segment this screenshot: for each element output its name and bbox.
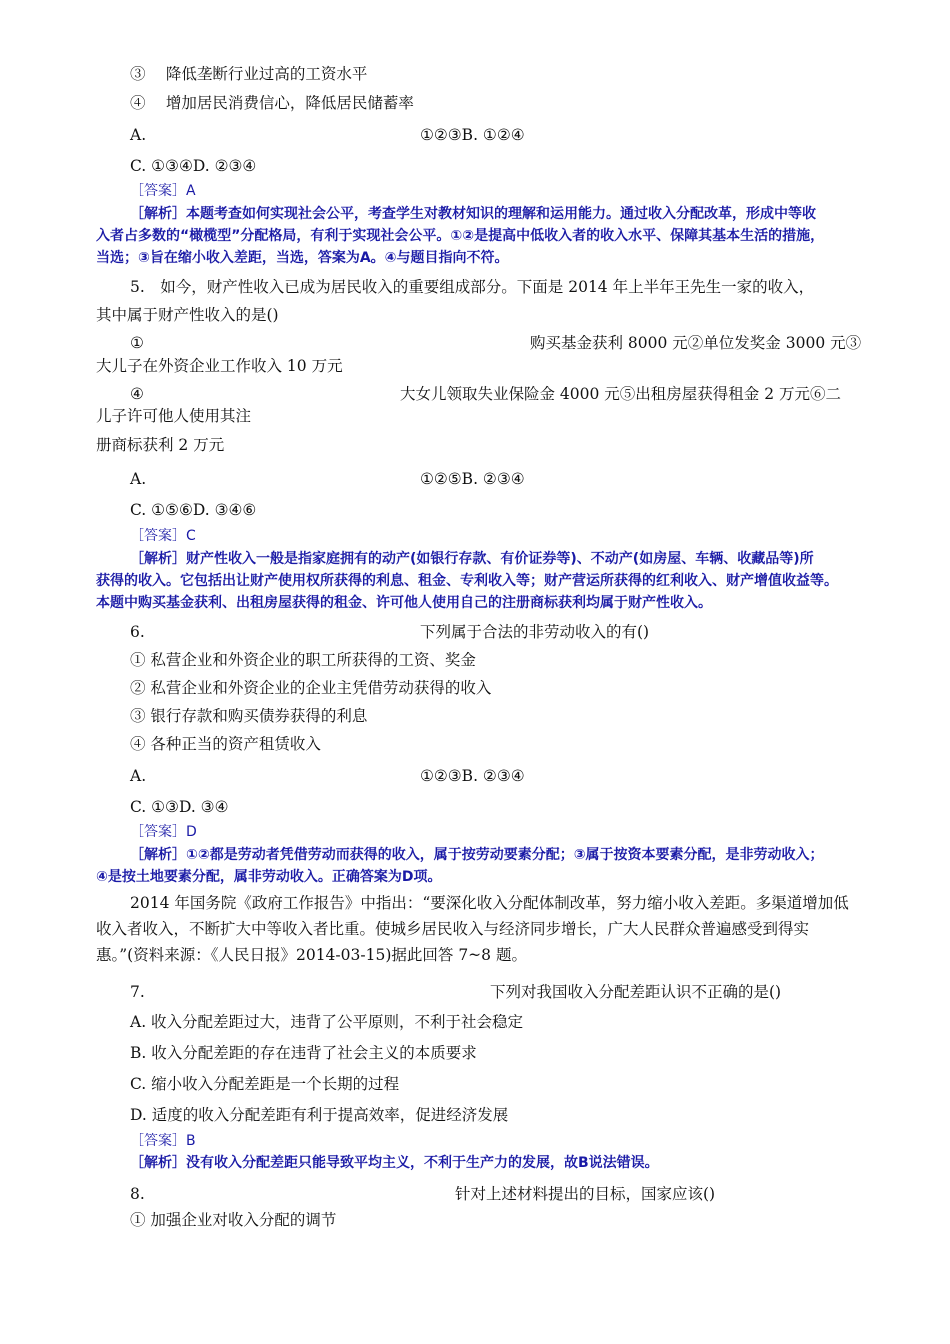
q8-number: 8. (130, 1185, 145, 1203)
q6-choice-a-b: ①②③B. ②③④ (420, 767, 525, 785)
q6-stem: 下列属于合法的非劳动收入的有() (420, 623, 650, 641)
q8-option-1: ① 加强企业对收入分配的调节 (130, 1211, 337, 1229)
q4-choice-c-d: C. ①③④D. ②③④ (130, 157, 257, 175)
q5-stem-line-2: 其中属于财产性收入的是() (96, 306, 279, 324)
material-line-2: 收入者收入，不断扩大中等收入者比重。使城乡居民收入与经济同步增长，广大人民群众普遍感受到得实 (96, 920, 810, 938)
q5-choice-a-b: ①②⑤B. ②③④ (420, 470, 525, 488)
q5-item-4-line-2: 儿子许可他人使用其注 (96, 407, 252, 425)
q4-choice-a-b: ①②③B. ①②④ (420, 126, 525, 144)
q6-choice-a-label: A. (130, 767, 147, 785)
q7-stem: 下列对我国收入分配差距认识不正确的是() (490, 983, 782, 1001)
q6-option-2: ② 私营企业和外资企业的企业主凭借劳动获得的收入 (130, 679, 492, 697)
q4-analysis-line-2: 入者占多数的“橄榄型”分配格局，有利于实现社会公平。①②是提高中低收入者的收入水平、保障其基本生活的措施， (96, 228, 825, 244)
q7-option-d: D. 适度的收入分配差距有利于提高效率，促进经济发展 (130, 1106, 509, 1124)
q5-choice-c-d: C. ①⑤⑥D. ③④⑥ (130, 501, 257, 519)
q5-analysis-line-3: 本题中购买基金获利、出租房屋获得的租金、许可他人使用自己的注册商标获利均属于财产性收入。 (96, 595, 712, 611)
q7-answer: ［答案］B (130, 1133, 196, 1149)
q5-item-1-number: ① (130, 334, 144, 352)
q4-choice-a-label: A. (130, 126, 147, 144)
q5-item-1-text: 购买基金获利 8000 元②单位发奖金 3000 元③ (530, 334, 862, 352)
q7-number: 7. (130, 983, 145, 1001)
q5-analysis-line-2: 获得的收入。它包括出让财产使用权所获得的利息、租金、专利收入等；财产营运所获得的红利收入、财产增值收益等。 (96, 573, 838, 589)
material-line-1: 2014 年国务院《政府工作报告》中指出：“要深化收入分配体制改革，努力缩小收入差距。多渠道增加低 (130, 894, 849, 912)
q4-analysis-line-3: 当选；③旨在缩小收入差距，当选，答案为A。④与题目指向不符。 (96, 250, 509, 266)
q5-item-4-line-3: 册商标获利 2 万元 (96, 436, 225, 454)
q5-answer: ［答案］C (130, 528, 196, 544)
q5-item-4-number: ④ (130, 385, 144, 403)
material-line-3: 惠。”(资料来源：《人民日报》2014-03-15)据此回答 7~8 题。 (96, 946, 527, 964)
q8-stem: 针对上述材料提出的目标，国家应该() (455, 1185, 716, 1203)
q4-option-4: ④ 增加居民消费信心，降低居民储蓄率 (130, 94, 414, 112)
q5-choice-a-label: A. (130, 470, 147, 488)
q5-item-4-text: 大女儿领取失业保险金 4000 元⑤出租房屋获得租金 2 万元⑥二 (400, 385, 842, 403)
q6-number: 6. (130, 623, 145, 641)
q6-choice-c-d: C. ①③D. ③④ (130, 798, 229, 816)
q6-answer: ［答案］D (130, 824, 197, 840)
q5-analysis-line-1: ［解析］财产性收入一般是指家庭拥有的动产(如银行存款、有价证券等)、不动产(如房屋、车辆、收藏品等)所 (130, 551, 814, 567)
q6-option-4: ④ 各种正当的资产租赁收入 (130, 735, 321, 753)
q7-option-a: A. 收入分配差距过大，违背了公平原则，不利于社会稳定 (130, 1013, 524, 1031)
q6-option-3: ③ 银行存款和购买债券获得的利息 (130, 707, 368, 725)
q5-item-1-line-2: 大儿子在外资企业工作收入 10 万元 (96, 357, 343, 375)
q7-analysis-line-1: ［解析］没有收入分配差距只能导致平均主义，不利于生产力的发展，故B说法错误。 (130, 1155, 659, 1171)
q6-option-1: ① 私营企业和外资企业的职工所获得的工资、奖金 (130, 651, 476, 669)
q5-stem-line-1: 5. 如今，财产性收入已成为居民收入的重要组成部分。下面是 2014 年上半年王先生一家的收入， (130, 278, 815, 296)
q4-answer: ［答案］A (130, 183, 196, 199)
q7-option-c: C. 缩小收入分配差距是一个长期的过程 (130, 1075, 400, 1093)
q6-analysis-line-2: ④是按土地要素分配，属非劳动收入。正确答案为D项。 (96, 869, 442, 885)
q7-option-b: B. 收入分配差距的存在违背了社会主义的本质要求 (130, 1044, 477, 1062)
q4-option-3: ③ 降低垄断行业过高的工资水平 (130, 65, 368, 83)
q6-analysis-line-1: ［解析］①②都是劳动者凭借劳动而获得的收入，属于按劳动要素分配；③属于按资本要素分配，是非劳动收入； (130, 847, 824, 863)
q4-analysis-line-1: ［解析］本题考查如何实现社会公平，考查学生对教材知识的理解和运用能力。通过收入分配改革，形成中等收 (130, 206, 816, 222)
